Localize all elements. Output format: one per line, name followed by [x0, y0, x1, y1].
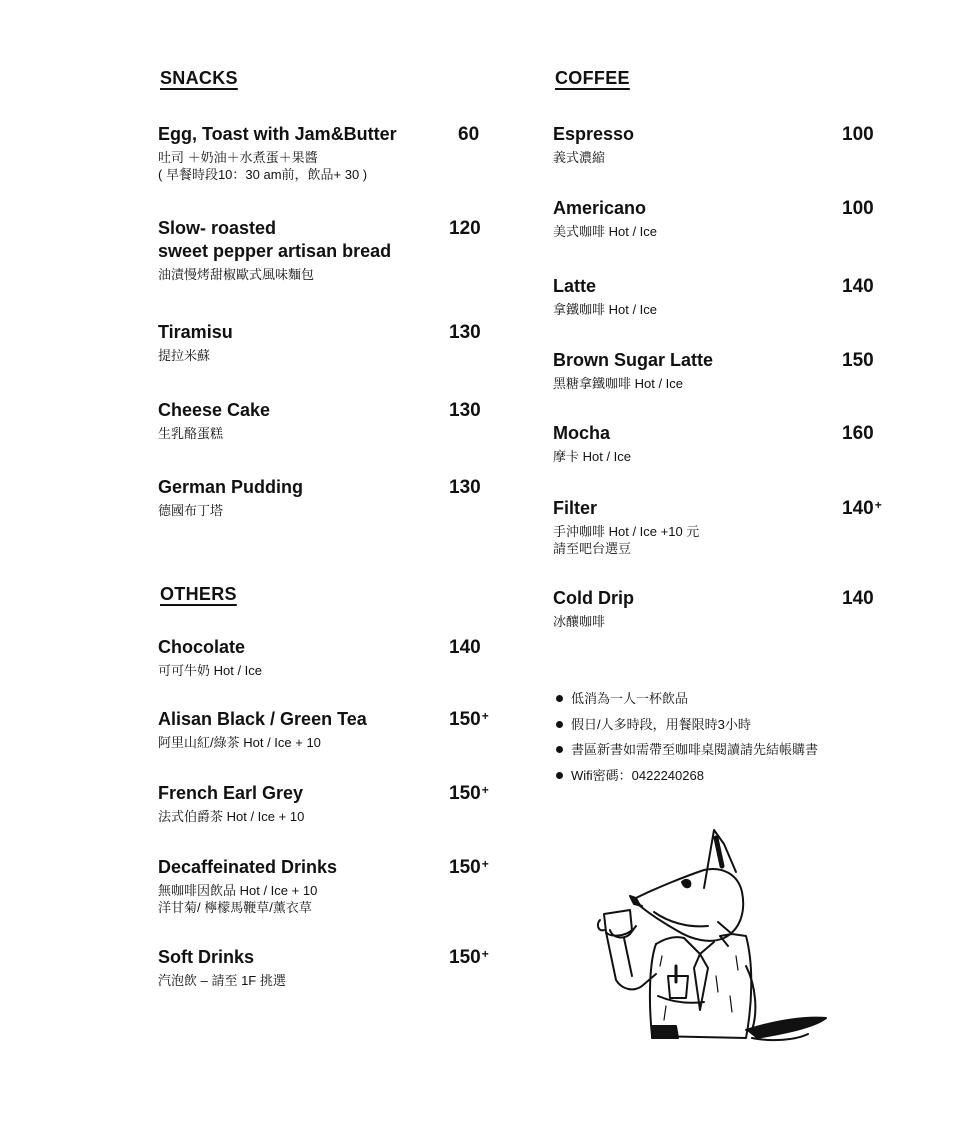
plus-sign: +	[481, 857, 489, 871]
note-text: Wifi密碼：0422240268	[571, 767, 704, 783]
menu-item-egg-toast	[158, 123, 480, 183]
note-text: 書區新書如需帶至咖啡桌閱讀請先結帳購書	[571, 742, 819, 757]
item-price: 160	[842, 423, 874, 444]
item-name: Alisan Black / Green Tea	[158, 709, 367, 729]
menu-item-mocha	[553, 422, 874, 465]
item-name: Soft Drinks	[158, 947, 255, 967]
plus-sign: +	[481, 947, 489, 961]
section-title-others: OTHERS	[160, 584, 237, 604]
note-text: 低消為一人一杯飲品	[571, 691, 689, 706]
note-item	[556, 712, 856, 738]
item-price: 100	[842, 124, 874, 145]
item-desc: 生乳酪蛋糕	[158, 426, 224, 441]
item-desc: 可可牛奶 Hot / Ice	[158, 663, 263, 678]
menu-item-alisan-tea	[158, 708, 489, 751]
menu-item-tiramisu	[158, 321, 481, 364]
menu-item-cheese-cake	[158, 399, 481, 442]
item-desc: 油漬慢烤甜椒歐式風味麵包	[158, 267, 315, 282]
note-item	[556, 737, 856, 763]
item-price: 60	[458, 124, 480, 145]
item-name: German Pudding	[158, 477, 304, 497]
item-desc: 德國布丁塔	[158, 503, 224, 518]
item-name: Cheese Cake	[158, 400, 271, 420]
item-price: 100	[842, 198, 874, 219]
bullet-icon	[556, 746, 563, 753]
item-desc: 手沖咖啡 Hot / Ice +10 元 請至吧台選豆	[553, 524, 700, 556]
notes-list	[556, 686, 856, 788]
item-price: 150+	[449, 783, 489, 804]
item-desc: 法式伯爵茶 Hot / Ice + 10	[158, 809, 305, 824]
item-desc: 摩卡 Hot / Ice	[553, 449, 632, 464]
item-desc: 義式濃縮	[553, 150, 606, 165]
item-desc: 吐司 ＋奶油＋水煮蛋＋果醬 ( 早餐時段10：30 am前，飲品+ 30 )	[158, 150, 368, 182]
menu-item-latte	[553, 275, 874, 318]
item-price: 120	[449, 218, 481, 239]
item-price: 140	[842, 588, 874, 609]
item-name: Americano	[553, 198, 647, 218]
menu-item-espresso	[553, 123, 874, 166]
item-desc: 美式咖啡 Hot / Ice	[553, 224, 658, 239]
bullet-icon	[556, 772, 563, 779]
menu-item-decaf	[158, 856, 489, 916]
item-desc: 黑糖拿鐵咖啡 Hot / Ice	[553, 376, 684, 391]
item-name: French Earl Grey	[158, 783, 304, 803]
item-name: Tiramisu	[158, 322, 233, 342]
menu-item-german-pudding	[158, 476, 481, 519]
menu-item-soft-drinks	[158, 946, 489, 989]
menu-item-filter	[553, 497, 882, 557]
item-name: Egg, Toast with Jam&Butter	[158, 124, 397, 144]
menu-item-pepper-bread	[158, 217, 481, 283]
item-price: 140	[449, 637, 481, 658]
menu-item-cold-drip	[553, 587, 874, 630]
note-item	[556, 686, 856, 712]
item-price: 150+	[449, 947, 489, 968]
item-name: Filter	[553, 498, 598, 518]
menu-item-chocolate	[158, 636, 481, 679]
menu-item-americano	[553, 197, 874, 240]
menu-item-brown-sugar-latte	[553, 349, 874, 392]
item-desc: 無咖啡因飲品 Hot / Ice + 10 洋甘菊/ 檸檬馬鞭草/薰衣草	[158, 883, 318, 915]
item-price: 140+	[842, 498, 882, 519]
menu-item-earl-grey	[158, 782, 489, 825]
item-price: 130	[449, 400, 481, 421]
plus-sign: +	[874, 498, 882, 512]
section-title-snacks: SNACKS	[160, 68, 238, 88]
plus-sign: +	[481, 783, 489, 797]
item-desc: 拿鐵咖啡 Hot / Ice	[553, 302, 658, 317]
item-name: Brown Sugar Latte	[553, 350, 714, 370]
plus-sign: +	[481, 709, 489, 723]
item-name: Cold Drip	[553, 588, 634, 608]
item-price: 150	[842, 350, 874, 371]
bullet-icon	[556, 695, 563, 702]
item-desc: 阿里山紅/綠茶 Hot / Ice + 10	[158, 735, 321, 750]
item-name: Decaffeinated Drinks	[158, 857, 338, 877]
item-name: Latte	[553, 276, 597, 296]
note-text: 假日/人多時段，用餐限時3小時	[571, 716, 751, 732]
item-desc: 提拉米蘇	[158, 348, 211, 363]
item-price: 130	[449, 322, 481, 343]
item-price: 140	[842, 276, 874, 297]
item-name: Chocolate	[158, 637, 246, 657]
section-title-coffee: COFFEE	[555, 68, 630, 88]
fox-drinking-coffee-icon	[596, 826, 832, 1054]
item-price: 130	[449, 477, 481, 498]
item-desc: 冰釀咖啡	[553, 614, 606, 629]
item-price: 150+	[449, 857, 489, 878]
item-name: Espresso	[553, 124, 635, 144]
item-price: 150+	[449, 709, 489, 730]
item-desc: 汽泡飲 – 請至 1F 挑選	[158, 973, 286, 988]
note-item	[556, 763, 856, 789]
item-name: Mocha	[553, 423, 611, 443]
item-name: Slow- roasted sweet pepper artisan bread	[158, 218, 392, 261]
bullet-icon	[556, 721, 563, 728]
